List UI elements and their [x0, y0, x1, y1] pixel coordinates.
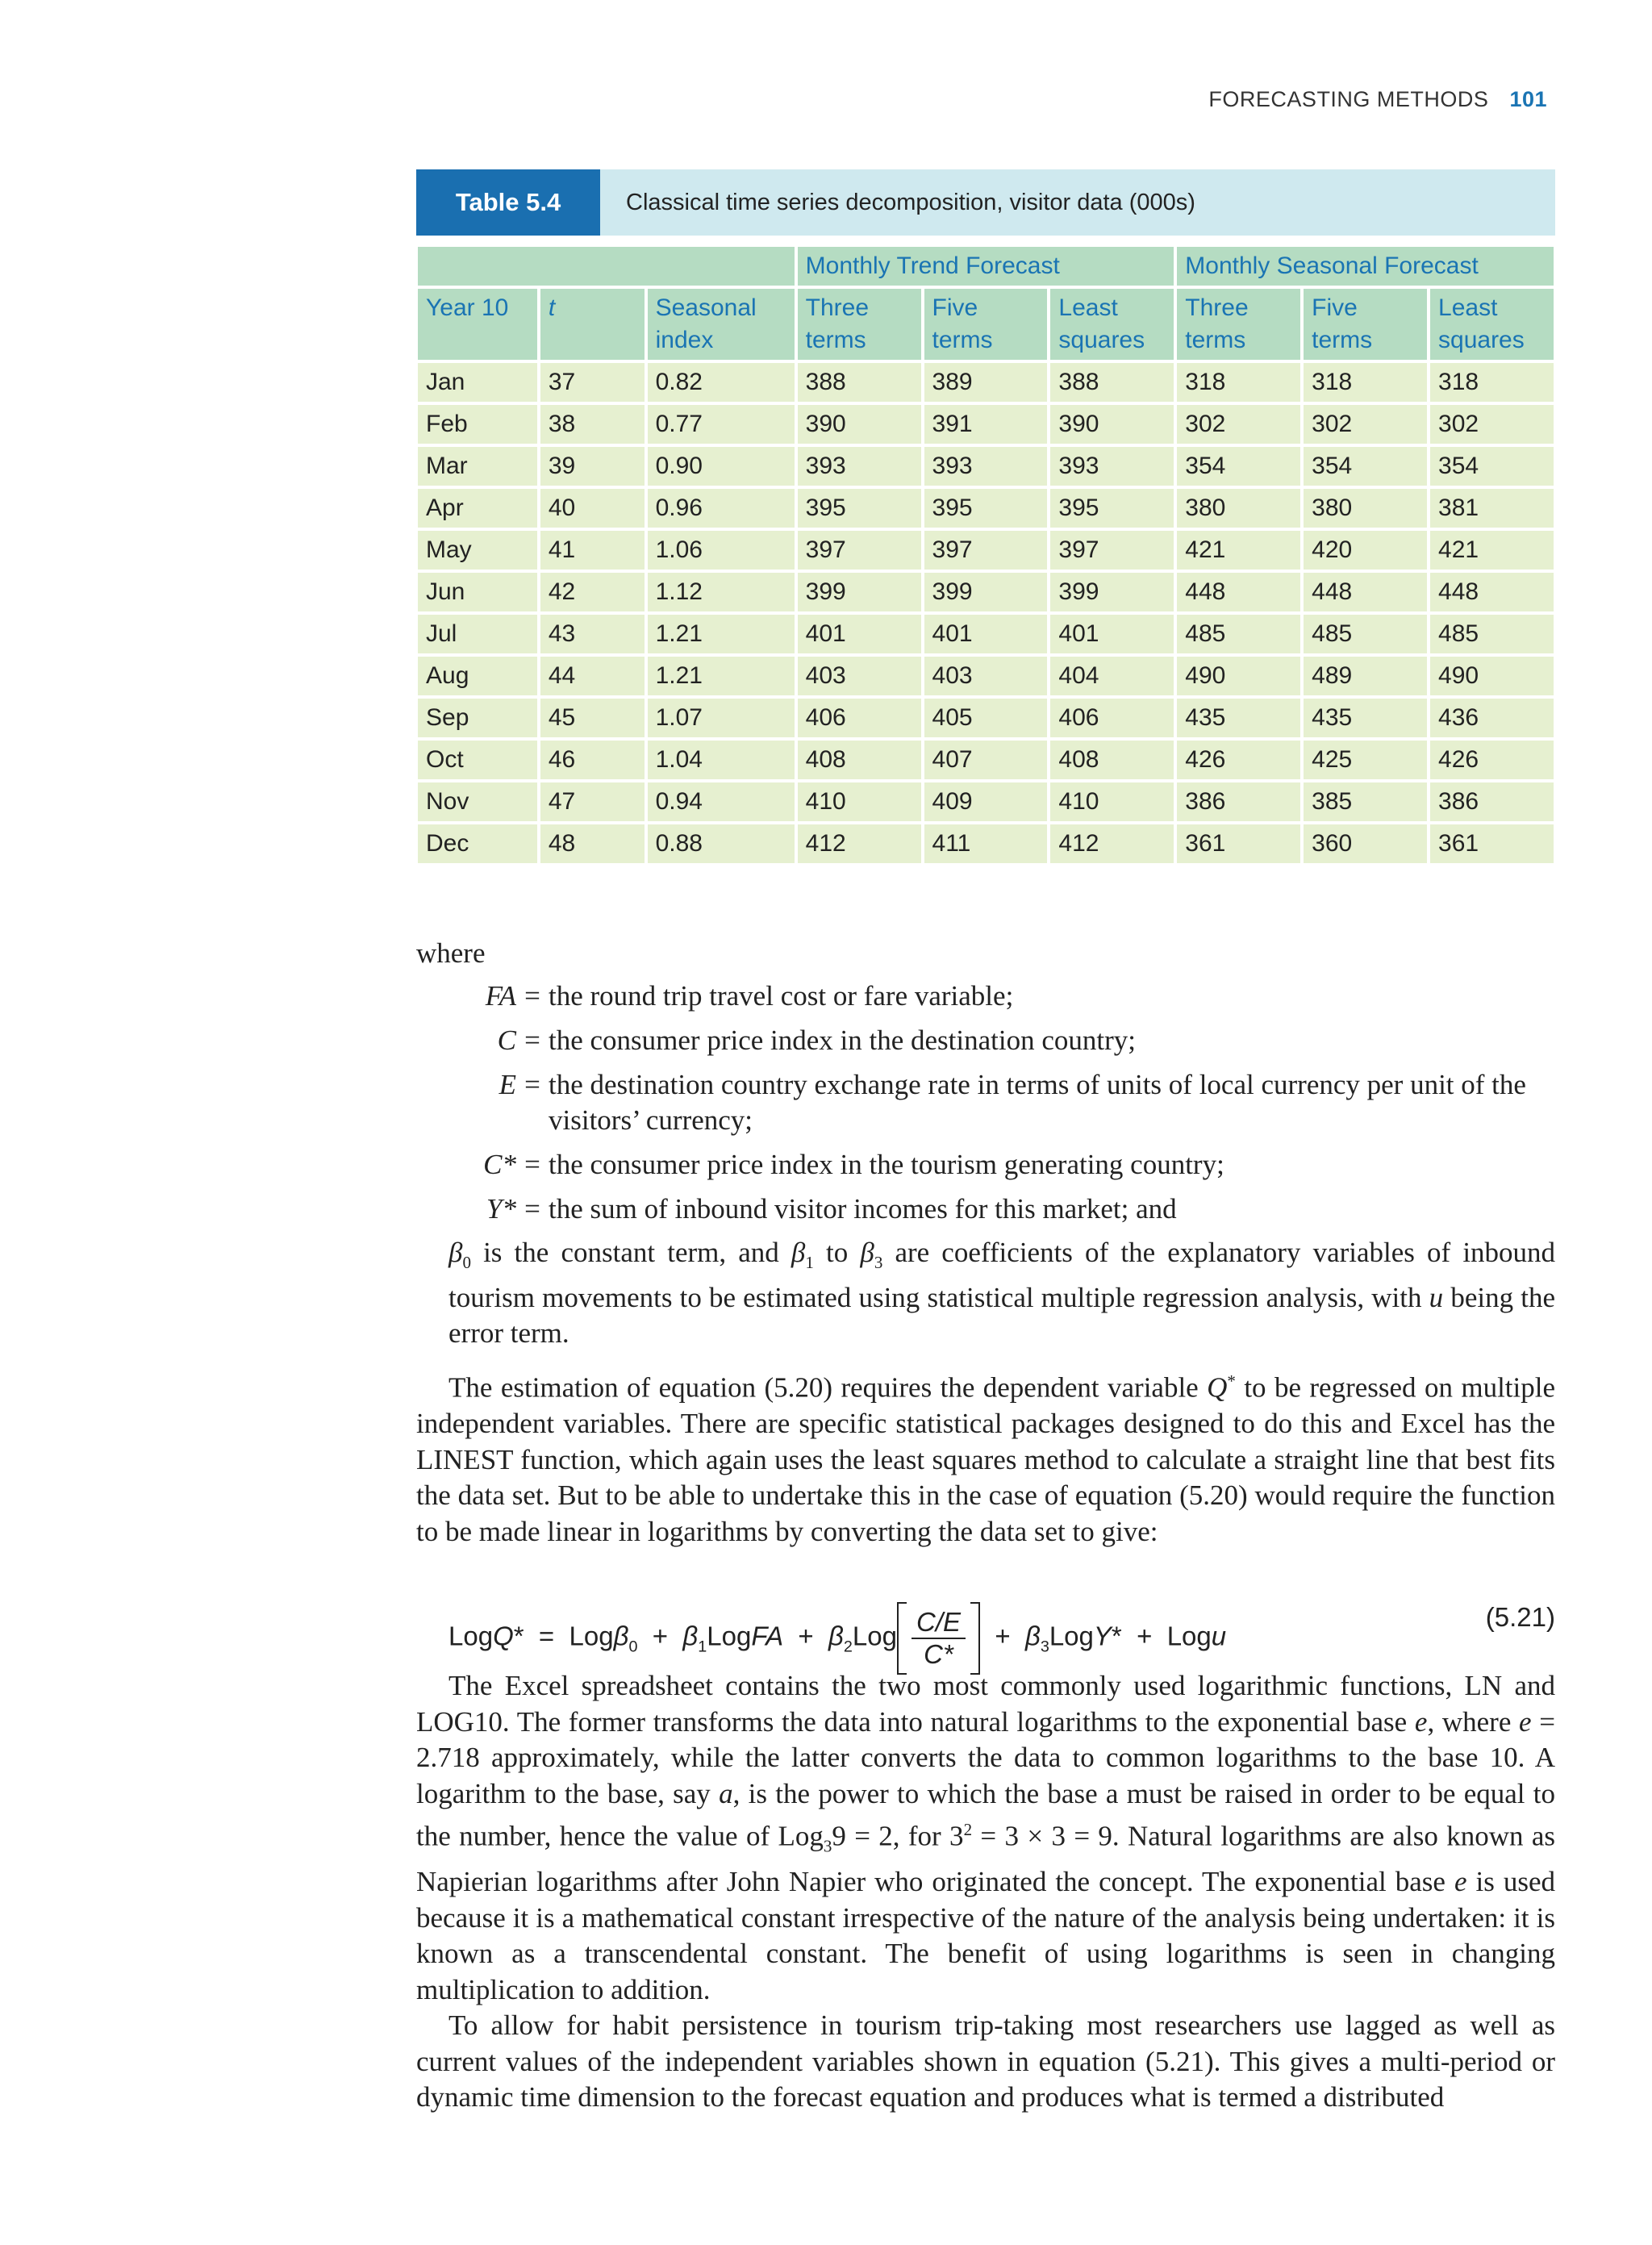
table-cell: 401: [1050, 615, 1174, 653]
column-header: Five terms: [924, 289, 1048, 360]
table-cell: Mar: [418, 447, 537, 486]
table-cell: Dec: [418, 824, 537, 863]
column-header: Three terms: [1177, 289, 1300, 360]
table-cell: 485: [1177, 615, 1300, 653]
table-cell: 393: [1050, 447, 1174, 486]
table-cell: 1.21: [648, 615, 795, 653]
table-row: [418, 447, 1554, 486]
table-cell: 0.82: [648, 363, 795, 402]
definition-e: E = the destination country exchange rate in terms of units of local currency per unit of the visitors’ currency;: [416, 1067, 1555, 1138]
table-cell: 390: [798, 405, 921, 444]
table-cell: 302: [1177, 405, 1300, 444]
beta-paragraph: $\beta_0$ is the constant term, and $\beta_1$ to $\beta_3$ are coefficients of the explanatory variables of inbound tourism movements to be estimated using statistical multiple regression analysis, with u being the error term.: [448, 1237, 1556, 1349]
definition-text: the round trip travel cost or fare variable;: [549, 980, 1014, 1012]
table-cell: 490: [1177, 657, 1300, 695]
table-cell: 412: [1050, 824, 1174, 863]
table-cell: 436: [1430, 699, 1554, 737]
table-cell: Nov: [418, 782, 537, 821]
table-row: [418, 699, 1554, 737]
table-row: [418, 489, 1554, 528]
table-cell: 403: [924, 657, 1048, 695]
table-cell: 380: [1304, 489, 1427, 528]
paragraph-logarithms: The Excel spreadsheet contains the two most commonly used logarithmic functions, LN and LOG10. The former transforms the data into natural logarithms to the exponential base e, where e = 2.718 approximately, while the latter converts the data to common logarithms to the base 10. A logarithm to the base, say a, is the power to which the base a must be raised in order to be equal to the number, hence the value of Log$_3$9 = 2, for $3^2 = 3 \times 3 = 9$. Natural logarithms are also known as Napierian logarithms after John Napier who originated the concept. The exponential base e is used because it is a mathematical constant irrespective of the nature of the analysis being undertaken: it is known as a transcendental constant. The benefit of using logarithms is seen in changing multiplication to addition. To allow for habit persistence in tourism trip-taking most researchers use lagged as well as current values of the independent variables shown in equation (5.21). This gives a multi-period or dynamic time dimension to the forecast equation and produces what is termed a distributed: [416, 1668, 1555, 2116]
table-cell: 397: [1050, 531, 1174, 570]
running-head: [1208, 87, 1547, 112]
equation-body: LogQ* = $Log\beta_0 + \beta_1LogFA + \beta_2Log$ $\frac{C/E}{C*}$ + $\beta_3LogY*$ + Logu: [448, 1602, 1226, 1675]
table-cell: Oct: [418, 741, 537, 779]
table-cell: 386: [1177, 782, 1300, 821]
definition-fa: FA = the round trip travel cost or fare variable;: [416, 979, 1555, 1014]
table-cell: Jul: [418, 615, 537, 653]
table-title: Classical time series decomposition, visitor data (000s): [626, 189, 1195, 215]
table-cell: Feb: [418, 405, 537, 444]
table-cell: 410: [1050, 782, 1174, 821]
definition-text: the destination country exchange rate in terms of units of local currency per unit of the visitors’ currency;: [549, 1069, 1526, 1136]
definition-symbol: C: [497, 1024, 516, 1056]
table-cell: 448: [1177, 573, 1300, 611]
table-cell: 485: [1430, 615, 1554, 653]
table-cell: 1.06: [648, 531, 795, 570]
table-cell: 380: [1177, 489, 1300, 528]
table-cell: 425: [1304, 741, 1427, 779]
table-cell: 360: [1304, 824, 1427, 863]
table-row: [418, 363, 1554, 402]
column-header: Year 10: [418, 289, 537, 360]
table-cell: 389: [924, 363, 1048, 402]
table-cell: 38: [540, 405, 645, 444]
definition-symbol: Y*: [486, 1193, 516, 1225]
table-row: [418, 405, 1554, 444]
table-cell: 37: [540, 363, 645, 402]
table-cell: 48: [540, 824, 645, 863]
column-header: Five terms: [1304, 289, 1427, 360]
table-cell: 1.07: [648, 699, 795, 737]
group-header-seasonal: Monthly Seasonal Forecast: [1177, 247, 1554, 286]
group-header-trend: Monthly Trend Forecast: [798, 247, 1174, 286]
where-label: where: [416, 937, 486, 969]
table-cell: 385: [1304, 782, 1427, 821]
table-cell: 42: [540, 573, 645, 611]
table-row: [418, 615, 1554, 653]
table-cell: 412: [798, 824, 921, 863]
definition-text: the consumer price index in the tourism generating country;: [549, 1149, 1224, 1180]
table-cell: 1.12: [648, 573, 795, 611]
table-cell: 406: [1050, 699, 1174, 737]
column-header: Least squares: [1430, 289, 1554, 360]
table-cell: 395: [1050, 489, 1174, 528]
paragraph-estimation: The estimation of equation (5.20) requires the dependent variable Q* to be regressed on multiple independent variables. There are specific statistical packages designed to do this and Excel has the LINEST function, which again uses the least squares method to calculate a straight line that best fits the data set. But to be able to undertake this in the case of equation (5.20) would require the function to be made linear in logarithms by converting the data set to give:: [416, 1371, 1555, 1547]
table-cell: 489: [1304, 657, 1427, 695]
table-cell: 421: [1430, 531, 1554, 570]
table-cell: 399: [924, 573, 1048, 611]
definition-c: C = the consumer price index in the destination country;: [416, 1023, 1555, 1058]
table-cell: 0.96: [648, 489, 795, 528]
equation-fraction: $\frac{C/E}{C*}$: [912, 1607, 966, 1670]
table-cell: 426: [1177, 741, 1300, 779]
table-cell: 1.04: [648, 741, 795, 779]
table-cell: 0.94: [648, 782, 795, 821]
table-cell: 395: [798, 489, 921, 528]
table-cell: 1.21: [648, 657, 795, 695]
section-title: FORECASTING METHODS: [1208, 87, 1489, 111]
table-cell: 302: [1304, 405, 1427, 444]
column-header: Three terms: [798, 289, 921, 360]
table-cell: 318: [1304, 363, 1427, 402]
table-cell: Jun: [418, 573, 537, 611]
table-cell: 403: [798, 657, 921, 695]
table-cell: 397: [798, 531, 921, 570]
table-cell: 390: [1050, 405, 1174, 444]
equation-5-21: [448, 1573, 1555, 1670]
definition-text: the sum of inbound visitor incomes for this market; and: [549, 1193, 1177, 1225]
definition-symbol: C*: [483, 1149, 516, 1180]
table-cell: Sep: [418, 699, 537, 737]
group-header-row: [418, 247, 1554, 286]
page-number: 101: [1509, 87, 1547, 111]
table-row: [418, 782, 1554, 821]
column-header: t: [540, 289, 645, 360]
table-cell: 44: [540, 657, 645, 695]
table-cell: 302: [1430, 405, 1554, 444]
table-cell: 448: [1304, 573, 1427, 611]
table-cell: 399: [1050, 573, 1174, 611]
table-cell: 490: [1430, 657, 1554, 695]
equation-number: (5.21): [1485, 1602, 1555, 1632]
table-cell: 386: [1430, 782, 1554, 821]
table-cell: 395: [924, 489, 1048, 528]
table-cell: Apr: [418, 489, 537, 528]
table-cell: 0.88: [648, 824, 795, 863]
table-cell: 399: [798, 573, 921, 611]
definition-y-star: Y* = the sum of inbound visitor incomes for this market; and: [416, 1191, 1555, 1227]
table-cell: 391: [924, 405, 1048, 444]
definition-c-star: C* = the consumer price index in the tourism generating country;: [416, 1147, 1555, 1183]
table-cell: 405: [924, 699, 1048, 737]
table-cell: 397: [924, 531, 1048, 570]
table-cell: 354: [1304, 447, 1427, 486]
table-cell: 409: [924, 782, 1048, 821]
column-header: Seasonal index: [648, 289, 795, 360]
table-cell: 45: [540, 699, 645, 737]
table-cell: 388: [1050, 363, 1174, 402]
table-cell: 388: [798, 363, 921, 402]
table-row: [418, 657, 1554, 695]
table-cell: Jan: [418, 363, 537, 402]
paragraph-habit: To allow for habit persistence in tourism trip-taking most researchers use lagged as well as current values of the independent variables shown in equation (5.21). This gives a multi-period or dynamic time dimension to the forecast equation and produces what is termed a distributed: [416, 2009, 1555, 2114]
table-cell: 421: [1177, 531, 1300, 570]
table-cell: 361: [1430, 824, 1554, 863]
table-cell: 0.77: [648, 405, 795, 444]
table-cell: 381: [1430, 489, 1554, 528]
table-cell: 448: [1430, 573, 1554, 611]
table-cell: 40: [540, 489, 645, 528]
table-label: Table 5.4: [416, 169, 600, 236]
table-cell: 47: [540, 782, 645, 821]
table-cell: 435: [1304, 699, 1427, 737]
column-header-row: [418, 289, 1554, 360]
table-cell: 46: [540, 741, 645, 779]
column-header: Least squares: [1050, 289, 1174, 360]
table-caption: [416, 169, 1555, 236]
table-cell: 406: [798, 699, 921, 737]
table-row: [418, 824, 1554, 863]
table-cell: 407: [924, 741, 1048, 779]
definitions-list: [416, 979, 1555, 1351]
table-cell: 354: [1430, 447, 1554, 486]
table-cell: 410: [798, 782, 921, 821]
table-cell: 404: [1050, 657, 1174, 695]
table-cell: 393: [924, 447, 1048, 486]
table-cell: 408: [798, 741, 921, 779]
table-cell: 426: [1430, 741, 1554, 779]
table-cell: 0.90: [648, 447, 795, 486]
table-cell: 401: [924, 615, 1048, 653]
table-cell: 485: [1304, 615, 1427, 653]
table-row: [418, 531, 1554, 570]
table-cell: 393: [798, 447, 921, 486]
table-cell: 361: [1177, 824, 1300, 863]
table-row: [418, 741, 1554, 779]
table-cell: 435: [1177, 699, 1300, 737]
definition-symbol: E: [499, 1069, 516, 1100]
table-cell: 408: [1050, 741, 1174, 779]
table-cell: 43: [540, 615, 645, 653]
definition-symbol: FA: [485, 980, 516, 1012]
table-cell: 41: [540, 531, 645, 570]
table-cell: 318: [1430, 363, 1554, 402]
table-cell: 401: [798, 615, 921, 653]
table-cell: 420: [1304, 531, 1427, 570]
table-cell: 318: [1177, 363, 1300, 402]
group-header-empty: [418, 247, 795, 286]
table-cell: Aug: [418, 657, 537, 695]
visitor-data-table: [415, 244, 1557, 866]
definition-text: the consumer price index in the destination country;: [549, 1024, 1136, 1056]
table-cell: 411: [924, 824, 1048, 863]
table-cell: 354: [1177, 447, 1300, 486]
table-cell: 39: [540, 447, 645, 486]
table-row: [418, 573, 1554, 611]
table-cell: May: [418, 531, 537, 570]
